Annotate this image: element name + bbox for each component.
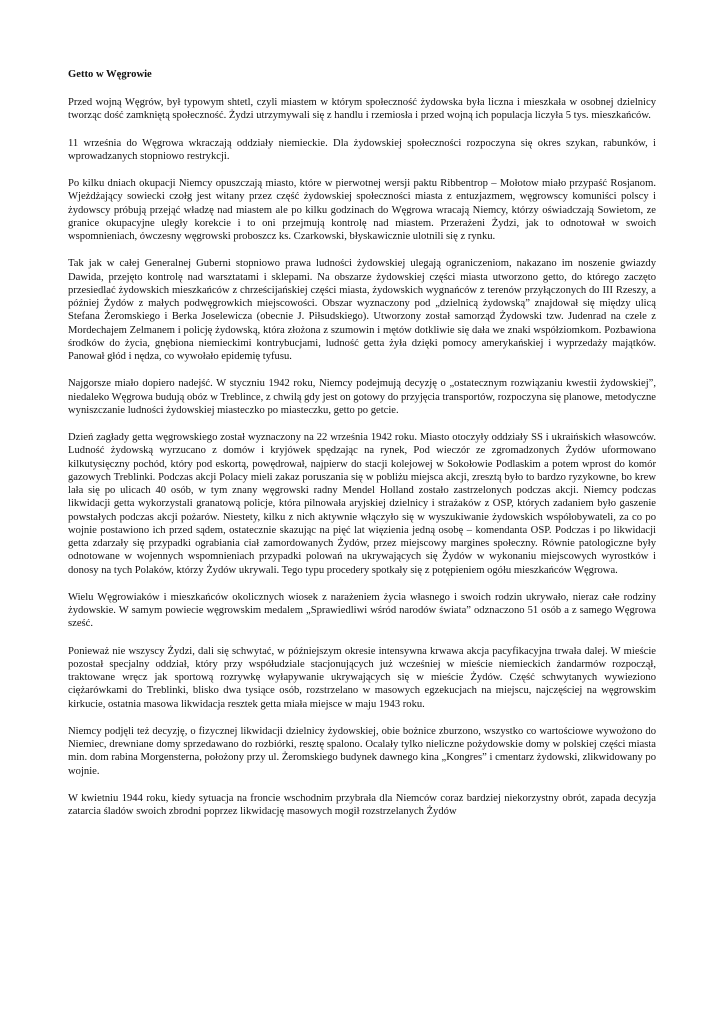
- paragraph-8: Ponieważ nie wszyscy Żydzi, dali się schwytać, w późniejszym okresie intensywna krwawa akcja pacyfikacyjna trwała dalej. W mieście pozostał specjalny oddział, który przy współudziale stacjonujących już wcześniej w mieście niemieckich żandarmów rozpoczął, traktowane wręcz jak sportową rozrywkę wyłapywanie ukrywających się w mieście Żydów. Część schwytanych wywieziono ciężarówkami do Treblinki, blisko dwa tysiące osób, rozstrzelano w masowych egzekucjach na miejscu, najczęściej na węgrowskim kirkucie, ostatnia masowa likwidacja resztek getta miała miejsce w maju 1943 roku.: [68, 645, 656, 710]
- paragraph-1: Przed wojną Węgrów, był typowym shtetl, czyli miastem w którym społeczność żydowska była liczna i mieszkała w osobnej dzielnicy tworząc dość zamkniętą społeczność. Żydzi utrzymywali się z handlu i rzemiosła i przed wojną ich populacja liczyła 5 tys. mieszkańców.: [68, 97, 656, 122]
- document-title: Getto w Węgrowie: [68, 69, 152, 80]
- document-body: [68, 96, 656, 818]
- paragraph-3: Po kilku dniach okupacji Niemcy opuszczają miasto, które w pierwotnej wersji paktu Ribbentrop – Mołotow miało przypaść Rosjanom. Wjeżdżający sowiecki czołg jest witany przez część żydowskiej społeczności miasta z entuzjazmem, węgrowscy komuniści polscy i żydowscy próbują przejąć władzę nad miastem ale po kilku godzinach do Węgrowa wracają Niemcy, którzy oświadczają Sowietom, ze granice okupacyjne uległy korekcie i to oni przejmują kontrolę nad miastem. Przerażeni Żydzi, jak to odnotował w swoich wspomnieniach, ówczesny węgrowski proboszcz ks. Czarkowski, błyskawicznie ulotnili się z rynku.: [68, 178, 656, 242]
- paragraph-6: Dzień zagłady getta węgrowskiego został wyznaczony na 22 września 1942 roku. Miasto otoczyły oddziały SS i ukraińskich własowców. Ludność żydowską wyrzucano z domów i kryjówek spędzając na rynek, Pod wieczór ze zgromadzonych Żydów uformowano kilkutysięczny pochód, który pod eskortą, powędrował, najpierw do stacji kolejowej w Sokołowie Podlaskim a potem wprost do komór gazowych Treblinki. Podczas akcji Polacy mieli zakaz poruszania się w pobliżu miejsca akcji, zresztą było to bardzo ryzykowne, bo krew lała się po ulicach 40 osób, w tym znany węgrowski radny Mendel Holland zostało zastrzelonych podczas akcji. Niemcy podczas likwidacji getta wykorzystali granatową policje, która pilnowała aryjskiej dzielnicy i strażaków z OSP, których zadaniem było gaszenie powstałych podczas akcji pożarów. Niestety, kilku z nich aktywnie włączyło się w wyszukiwanie żydowskich współobywateli, za co po wojnie postawiono ich przed sądem, ostatecznie skazując na pięć lat więzienia jedną osobę – komendanta OSP. Podczas i po likwidacji getta zdarzały się przypadki ograbiania ciał zamordowanych Żydów, przez miejscowy margines społeczny. Równie patologiczne były odnotowane w wojennych wspomnieniach przypadki polowań na ukrywających się Żydów w wykonaniu miejscowych wyrostków i donosy na tych Polaków, którzy Żydów ukrywali. Tego typu procedery spotkały się z potępieniem ogółu mieszkańców Węgrowa.: [68, 432, 656, 576]
- paragraph-4: Tak jak w całej Generalnej Guberni stopniowo prawa ludności żydowskiej ulegają ograniczeniom, nakazano im noszenie gwiazdy Dawida, przejęto kontrolę nad warsztatami i sklepami. Na obszarze żydowskiej części miasta utworzono getto, do którego zaczęto przesiedlać żydowskich mieszkańców z chrześcijańskiej części miasta, żydowskich wygnańców z terenów przyłączonych do III Rzeszy, a później Żydów z małych podwęgrowkich miejscowości. Obszar wyznaczony pod „dzielnicą żydowską” znajdował się między ulicą Stefana Żeromskiego i Berka Joselewicza (obecnie J. Piłsudskiego). Utworzony został samorząd Żydowski tzw. Judenrad na czele z Mordechajem Zelmanem i policję żydowską, która złożona z szumowin i mętów dotkliwie się dała we znaki współziomkom. Pozbawiona środków do życia, gnębiona niemieckimi kontrybucjami, ludność getta żyła dzięki pomocy amerykańskiej i wyprzedaży majątków. Panował głód i nędza, co wywołało epidemię tyfusu.: [68, 258, 656, 362]
- paragraph-7: Wielu Węgrowiaków i mieszkańców okolicznych wiosek z narażeniem życia własnego i swoich rodzin ukrywało, nieraz całe rodziny żydowskie. W samym powiecie węgrowskim medalem „Sprawiedliwi wśród narodów świata” odznaczono 51 osób a z samego Węgrowa sześć.: [68, 591, 656, 630]
- paragraph-5: Najgorsze miało dopiero nadejść. W styczniu 1942 roku, Niemcy podejmują decyzję o „ostatecznym rozwiązaniu kwestii żydowskiej”, niedaleko Węgrowa budują obóz w Treblince, z chwilą gdy jest on gotowy do przyjęcia transportów, rozpoczyna się planowe, metodyczne wyniszczanie ludności żydowskiej miasteczko po miasteczku, getto po getcie.: [68, 378, 656, 416]
- paragraph-9: Niemcy podjęli też decyzję, o fizycznej likwidacji dzielnicy żydowskiej, obie bożnice zburzono, wszystko co wartościowe wywożono do Niemiec, drewniane domy sprzedawano do rozbiórki, resztę spalono. Ocalały tylko nieliczne pożydowskie domy w polskiej części miasta min. dom rabina Morgensterna, położony przy ul. Żeromskiego budynek dawnego kina „Kongres” i cmentarz żydowski, zlikwidowany po wojnie.: [68, 725, 656, 777]
- paragraph-10: W kwietniu 1944 roku, kiedy sytuacja na froncie wschodnim przybrała dla Niemców coraz bardziej niekorzystny obrót, zapada decyzja zatarcia śladów swoich zbrodni poprzez likwidację masowych mogił rozstrzelanych Żydów: [68, 792, 656, 817]
- paragraph-2: 11 września do Węgrowa wkraczają oddziały niemieckie. Dla żydowskiej społeczności rozpoczyna się okres szykan, rabunków, i wprowadzanych stopniowo restrykcji.: [68, 137, 656, 162]
